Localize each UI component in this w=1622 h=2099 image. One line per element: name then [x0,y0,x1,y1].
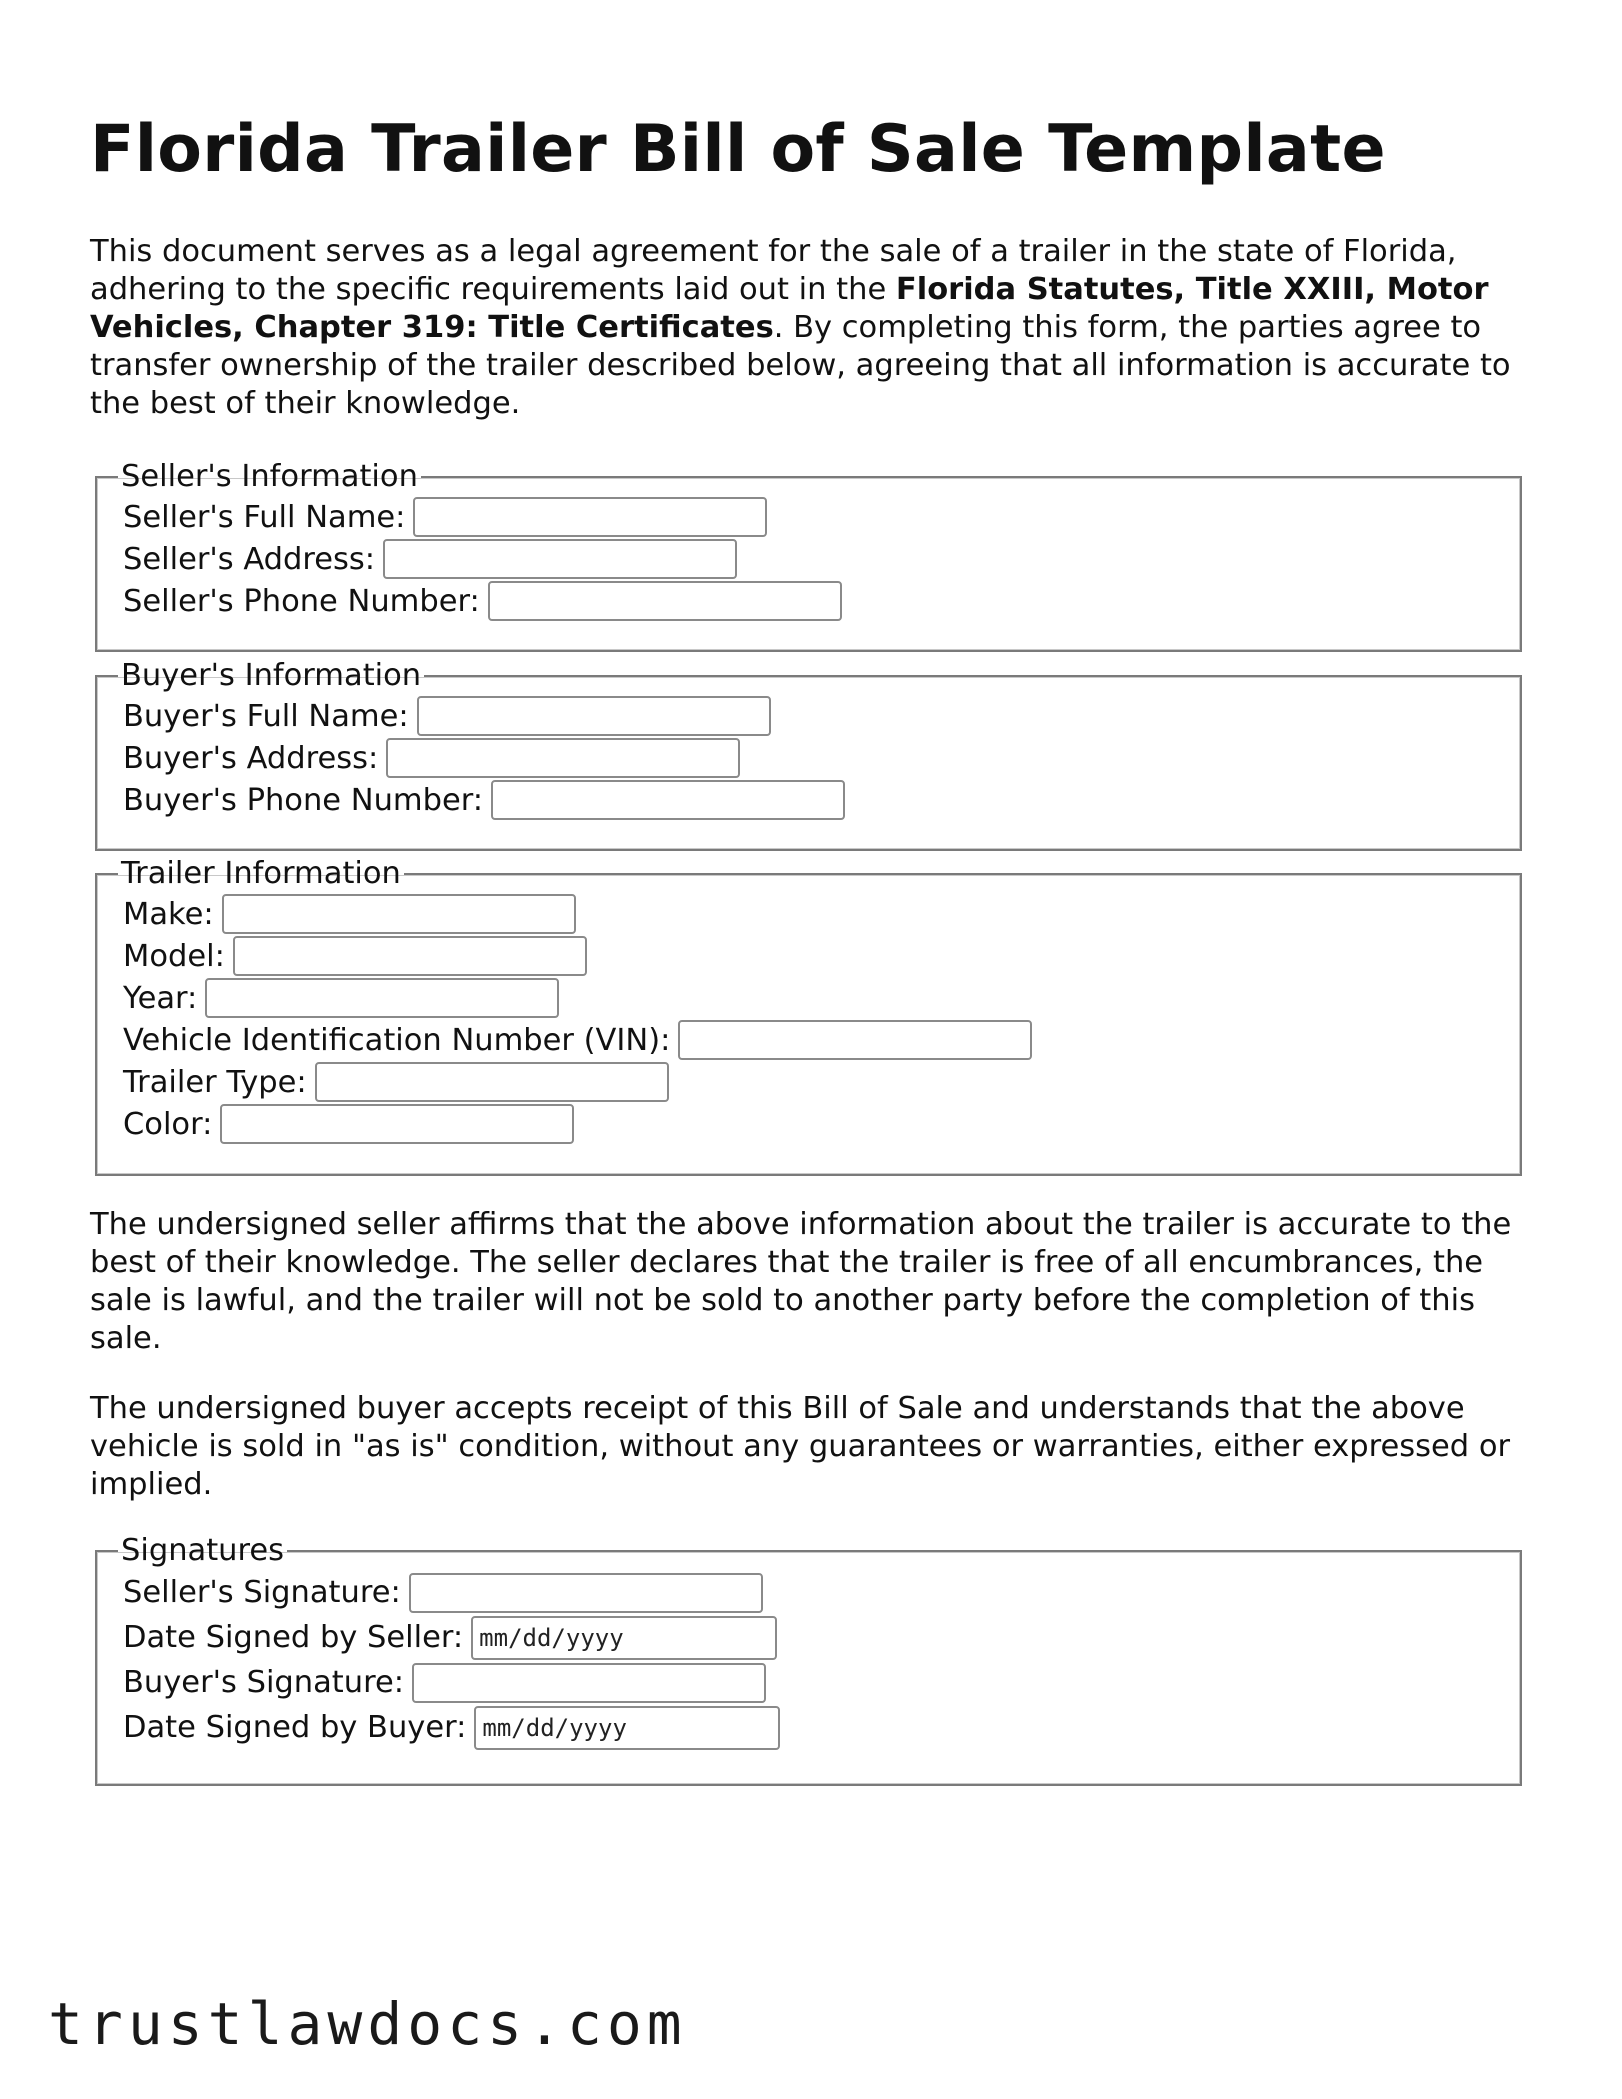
signatures-section [95,1533,1522,1786]
seller-full-name-row [123,496,1492,538]
trailer-information-section [95,856,1522,1176]
buyer-full-name-row [123,695,1492,737]
seller-signature-label: Seller's Signature: [123,1575,401,1610]
trailer-year-label: Year: [123,980,198,1016]
buyer-address-label: Buyer's Address: [123,740,379,776]
seller-phone-input[interactable] [488,581,842,621]
buyer-information-section [95,658,1522,851]
buyer-full-name-label: Buyer's Full Name: [123,698,409,734]
seller-information-legend: Seller's Information [121,459,418,494]
trailer-color-input[interactable] [220,1104,574,1144]
seller-full-name-label: Seller's Full Name: [123,499,406,535]
seller-address-row [123,538,1492,580]
trailer-make-label: Make: [123,896,214,932]
trailer-make-row [123,893,1492,935]
seller-date-label: Date Signed by Seller: [123,1620,464,1655]
buyer-full-name-input[interactable] [417,696,771,736]
buyer-signature-input[interactable] [412,1663,766,1703]
seller-affirmation-paragraph: The undersigned seller affirms that the above information about the trailer is accurate to the best of their knowledge. The seller declares that the trailer is free of all encumbrances, the sale is lawful, and the trailer will not be sold to another party before the completion of this sale. [90,1207,1512,1356]
seller-signature-row [123,1570,1492,1615]
seller-address-label: Seller's Address: [123,541,376,577]
trailer-year-input[interactable] [205,978,559,1018]
seller-phone-label: Seller's Phone Number: [123,583,480,619]
trailer-vin-row [123,1019,1492,1061]
seller-information-section [95,459,1522,652]
trailer-model-input[interactable] [233,936,587,976]
seller-address-input[interactable] [383,539,737,579]
buyer-phone-input[interactable] [491,780,845,820]
page-title: Florida Trailer Bill of Sale Template [90,112,1386,187]
trailer-type-row [123,1061,1492,1103]
seller-full-name-input[interactable] [413,497,767,537]
seller-signature-input[interactable] [409,1573,763,1613]
buyer-information-legend: Buyer's Information [121,658,422,693]
buyer-phone-row [123,779,1492,821]
buyer-address-input[interactable] [386,738,740,778]
buyer-phone-label: Buyer's Phone Number: [123,782,484,818]
intro-text-before: This document serves as a legal agreement for the sale of a trailer in the state of Florida, adhering to the specific requirements laid out in the [90,234,1457,307]
buyer-signature-row [123,1660,1492,1705]
seller-phone-row [123,580,1492,622]
seller-date-input[interactable] [471,1616,777,1660]
signatures-legend: Signatures [121,1533,285,1568]
trailer-make-input[interactable] [222,894,576,934]
buyer-signature-label: Buyer's Signature: [123,1665,404,1700]
trailer-model-label: Model: [123,938,225,974]
trailer-year-row [123,977,1492,1019]
buyer-address-row [123,737,1492,779]
trailer-type-label: Trailer Type: [123,1064,307,1100]
buyer-date-label: Date Signed by Buyer: [123,1710,467,1745]
trailer-model-row [123,935,1492,977]
intro-paragraph [90,233,1540,423]
intro-text-after: . By completing this form, the parties agree to transfer ownership of the trailer described below, agreeing that all information is accurate to the best of their knowledge. [90,310,1511,421]
buyer-date-row [123,1705,1492,1750]
statute-reference: Florida Statutes, Title XXIII, Motor Vehicles, Chapter 319: Title Certificates [90,272,1489,345]
trailer-vin-input[interactable] [678,1020,1032,1060]
trailer-type-input[interactable] [315,1062,669,1102]
buyer-acceptance-paragraph: The undersigned buyer accepts receipt of this Bill of Sale and understands that the above vehicle is sold in "as is" condition, without any guarantees or warranties, either expressed or implied. [90,1391,1511,1502]
trailer-vin-label: Vehicle Identification Number (VIN): [123,1022,671,1058]
seller-date-row [123,1615,1492,1660]
trailer-color-row [123,1103,1492,1145]
trailer-color-label: Color: [123,1106,213,1142]
buyer-date-input[interactable] [474,1706,780,1750]
trailer-information-legend: Trailer Information [121,856,401,891]
site-watermark: trustlawdocs.com [48,1990,687,2058]
